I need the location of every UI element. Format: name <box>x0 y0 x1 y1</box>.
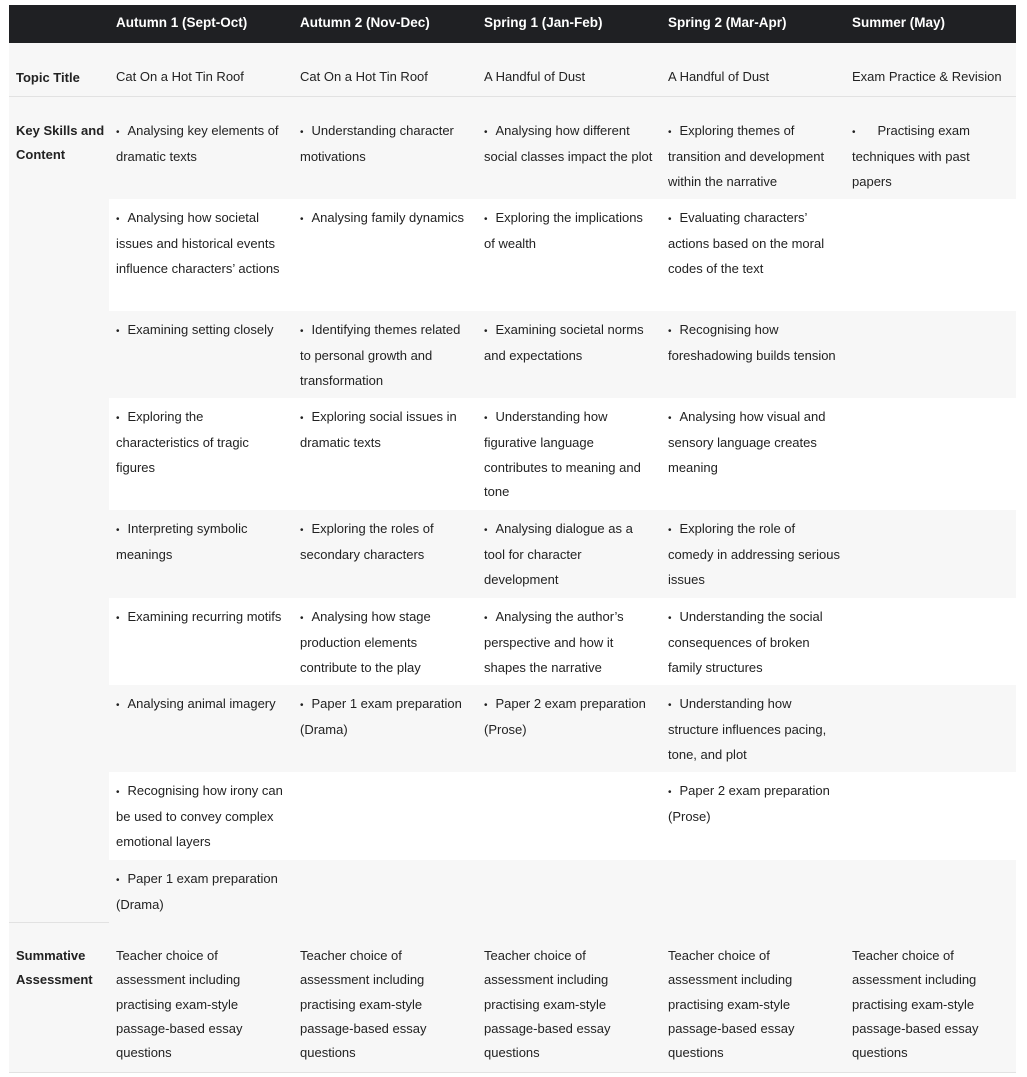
skills-row <box>109 598 1016 686</box>
skills-row <box>109 112 1016 200</box>
topic-spring-2: A Handful of Dust <box>668 69 770 84</box>
skill-text: Exploring social issues in dramatic texts <box>300 409 457 451</box>
skill-cell-summer <box>845 398 1016 510</box>
skill-cell-summer <box>845 685 1016 772</box>
skill-cell-summer <box>845 112 1016 199</box>
skill-cell-spring-2 <box>661 598 845 685</box>
skill-cell-spring-1 <box>477 772 661 860</box>
bullet-icon: • <box>668 127 672 138</box>
skill-cell-autumn-1 <box>109 685 293 772</box>
topic-title-label: Topic Title <box>16 70 80 85</box>
skill-text: Paper 1 exam preparation (Drama) <box>300 696 462 738</box>
skill-cell-spring-2 <box>661 398 845 510</box>
topic-row <box>9 58 1016 97</box>
skill-cell-spring-2 <box>661 685 845 772</box>
skills-row <box>109 772 1016 861</box>
skill-cell-autumn-1 <box>109 860 293 923</box>
skill-cell-autumn-2 <box>293 112 477 199</box>
skill-text: Recognising how foreshadowing builds tension <box>668 322 836 364</box>
skill-text: Interpreting symbolic meanings <box>116 521 248 563</box>
bullet-icon: • <box>300 525 304 536</box>
skill-cell-spring-1 <box>477 112 661 199</box>
bullet-icon: • <box>484 214 488 225</box>
skill-cell-spring-1 <box>477 311 661 398</box>
skill-cell-summer <box>845 199 1016 311</box>
skill-cell-spring-1 <box>477 199 661 311</box>
skill-cell-autumn-2 <box>293 598 477 685</box>
skills-row <box>109 199 1016 312</box>
skill-cell-autumn-2 <box>293 311 477 398</box>
bullet-icon: • <box>116 525 120 536</box>
bullet-icon: • <box>116 413 120 424</box>
bullet-icon: • <box>300 214 304 225</box>
skill-cell-spring-1 <box>477 685 661 772</box>
header-summer: Summer (May) <box>852 15 946 30</box>
skill-cell-autumn-1 <box>109 311 293 398</box>
spacer-row <box>9 923 1016 938</box>
skill-cell-summer <box>845 860 1016 923</box>
skill-cell-autumn-1 <box>109 112 293 199</box>
bullet-icon: • <box>668 700 672 711</box>
summative-autumn-1: Teacher choice of assessment including practising exam-style passage-based essay questions <box>116 948 243 1061</box>
key-skills-label-line1: Key Skills and <box>16 123 105 138</box>
key-skills-label <box>9 112 109 923</box>
summative-spring-2: Teacher choice of assessment including practising exam-style passage-based essay questions <box>668 948 795 1061</box>
bullet-icon: • <box>668 326 672 337</box>
bullet-icon: • <box>484 613 488 624</box>
skill-text: Exploring themes of transition and development within the narrative <box>668 123 825 189</box>
skills-row <box>109 398 1016 511</box>
skill-cell-summer <box>845 598 1016 685</box>
bullet-icon: • <box>484 326 488 337</box>
skill-cell-autumn-1 <box>109 772 293 860</box>
skills-row <box>109 860 1016 924</box>
bullet-icon: • <box>668 787 672 798</box>
skill-text: Understanding the social consequences of broken family structures <box>668 609 823 675</box>
topic-spring-1: A Handful of Dust <box>484 69 586 84</box>
skill-cell-autumn-2 <box>293 199 477 311</box>
bullet-icon: • <box>116 127 120 138</box>
topic-summer: Exam Practice & Revision <box>852 69 1002 84</box>
skill-cell-spring-1 <box>477 598 661 685</box>
bullet-icon: • <box>116 787 120 798</box>
skill-text: Exploring the roles of secondary characters <box>300 521 434 563</box>
skill-text: Exploring the implications of wealth <box>484 210 643 252</box>
summative-row <box>9 937 1016 1073</box>
skill-cell-spring-2 <box>661 199 845 311</box>
skill-text: Evaluating characters’ actions based on the moral codes of the text <box>668 210 825 276</box>
key-skills-section <box>9 112 1016 923</box>
skill-text: Analysing how stage production elements contribute to the play <box>300 609 431 675</box>
summative-label <box>9 937 109 1072</box>
key-skills-label-line2: Content <box>16 147 66 163</box>
bullet-icon: • <box>484 127 488 138</box>
bullet-icon: • <box>300 326 304 337</box>
bullet-icon: • <box>116 326 120 337</box>
spacer-row <box>9 97 1016 113</box>
skills-row <box>109 311 1016 399</box>
skill-text: Analysing key elements of dramatic texts <box>116 123 279 165</box>
skill-cell-autumn-2 <box>293 510 477 598</box>
summative-autumn-2: Teacher choice of assessment including practising exam-style passage-based essay questions <box>300 948 427 1061</box>
bullet-icon: • <box>668 525 672 536</box>
skill-text: Exploring the role of comedy in addressing serious issues <box>668 521 840 587</box>
bullet-icon: • <box>116 613 120 624</box>
skill-cell-spring-2 <box>661 772 845 860</box>
skill-text: Examining setting closely <box>127 322 274 337</box>
skill-text: Examining recurring motifs <box>127 609 282 624</box>
skill-cell-summer <box>845 510 1016 598</box>
skill-text: Analysing how visual and sensory language creates meaning <box>668 409 826 475</box>
skill-cell-spring-1 <box>477 860 661 923</box>
skill-cell-autumn-1 <box>109 598 293 685</box>
skill-text: Analysing animal imagery <box>127 696 276 711</box>
skill-text: Paper 2 exam preparation (Prose) <box>668 783 830 825</box>
skill-text: Analysing how societal issues and historical events influence characters’ actions <box>116 210 280 276</box>
skill-cell-autumn-1 <box>109 199 293 311</box>
header-autumn-1: Autumn 1 (Sept-Oct) <box>116 15 248 30</box>
skill-text: Identifying themes related to personal growth and transformation <box>300 322 461 388</box>
bullet-icon: • <box>484 525 488 536</box>
skill-text: Recognising how irony can be used to convey complex emotional layers <box>116 783 283 849</box>
skill-cell-spring-1 <box>477 398 661 510</box>
skill-text: Analysing the author’s perspective and how it shapes the narrative <box>484 609 624 675</box>
skill-text: Practising exam techniques with past papers <box>852 123 970 189</box>
header-autumn-2: Autumn 2 (Nov-Dec) <box>300 15 430 30</box>
skill-cell-autumn-2 <box>293 398 477 510</box>
skill-cell-spring-2 <box>661 112 845 199</box>
bullet-icon: • <box>668 413 672 424</box>
skill-cell-autumn-2 <box>293 685 477 772</box>
skill-text: Understanding how structure influences pacing, tone, and plot <box>668 696 827 762</box>
bullet-icon: • <box>300 613 304 624</box>
bullet-icon: • <box>116 875 120 886</box>
skill-text: Analysing family dynamics <box>311 210 464 225</box>
skill-cell-autumn-2 <box>293 772 477 860</box>
spacer-row <box>9 43 1016 59</box>
skill-cell-spring-2 <box>661 311 845 398</box>
skill-cell-autumn-1 <box>109 510 293 598</box>
skill-text: Paper 2 exam preparation (Prose) <box>484 696 646 738</box>
summative-summer: Teacher choice of assessment including practising exam-style passage-based essay questions <box>852 948 979 1061</box>
bullet-icon: • <box>668 613 672 624</box>
skill-cell-spring-1 <box>477 510 661 598</box>
header-spring-1: Spring 1 (Jan-Feb) <box>484 15 603 30</box>
topic-autumn-2: Cat On a Hot Tin Roof <box>300 69 428 84</box>
bullet-icon: • <box>484 413 488 424</box>
skill-text: Understanding how figurative language contributes to meaning and tone <box>484 409 641 499</box>
skill-cell-spring-2 <box>661 860 845 923</box>
bullet-icon: • <box>852 127 856 138</box>
bullet-icon: • <box>484 700 488 711</box>
skill-cell-autumn-1 <box>109 398 293 510</box>
skill-cell-spring-2 <box>661 510 845 598</box>
header-spring-2: Spring 2 (Mar-Apr) <box>668 15 787 30</box>
skill-text: Examining societal norms and expectations <box>484 322 644 364</box>
header-row <box>9 5 1016 43</box>
bullet-icon: • <box>668 214 672 225</box>
bullet-icon: • <box>300 413 304 424</box>
skill-text: Exploring the characteristics of tragic figures <box>116 409 249 475</box>
bullet-icon: • <box>300 127 304 138</box>
skill-text: Paper 1 exam preparation (Drama) <box>116 871 278 913</box>
skill-text: Understanding character motivations <box>300 123 454 165</box>
skill-cell-summer <box>845 311 1016 398</box>
summative-spring-1: Teacher choice of assessment including practising exam-style passage-based essay questions <box>484 948 611 1061</box>
summative-label-line1: Summative <box>16 948 86 963</box>
summative-label-line2: Assessment <box>16 972 93 988</box>
skills-row <box>109 685 1016 773</box>
header-cell-empty <box>9 5 109 43</box>
skill-text: Analysing dialogue as a tool for character development <box>484 521 633 587</box>
skills-row <box>109 510 1016 599</box>
skill-cell-autumn-2 <box>293 860 477 923</box>
bullet-icon: • <box>116 214 120 225</box>
bullet-icon: • <box>300 700 304 711</box>
skill-cell-summer <box>845 772 1016 860</box>
bullet-icon: • <box>116 700 120 711</box>
topic-autumn-1: Cat On a Hot Tin Roof <box>116 69 244 84</box>
skill-text: Analysing how different social classes impact the plot <box>484 123 653 165</box>
